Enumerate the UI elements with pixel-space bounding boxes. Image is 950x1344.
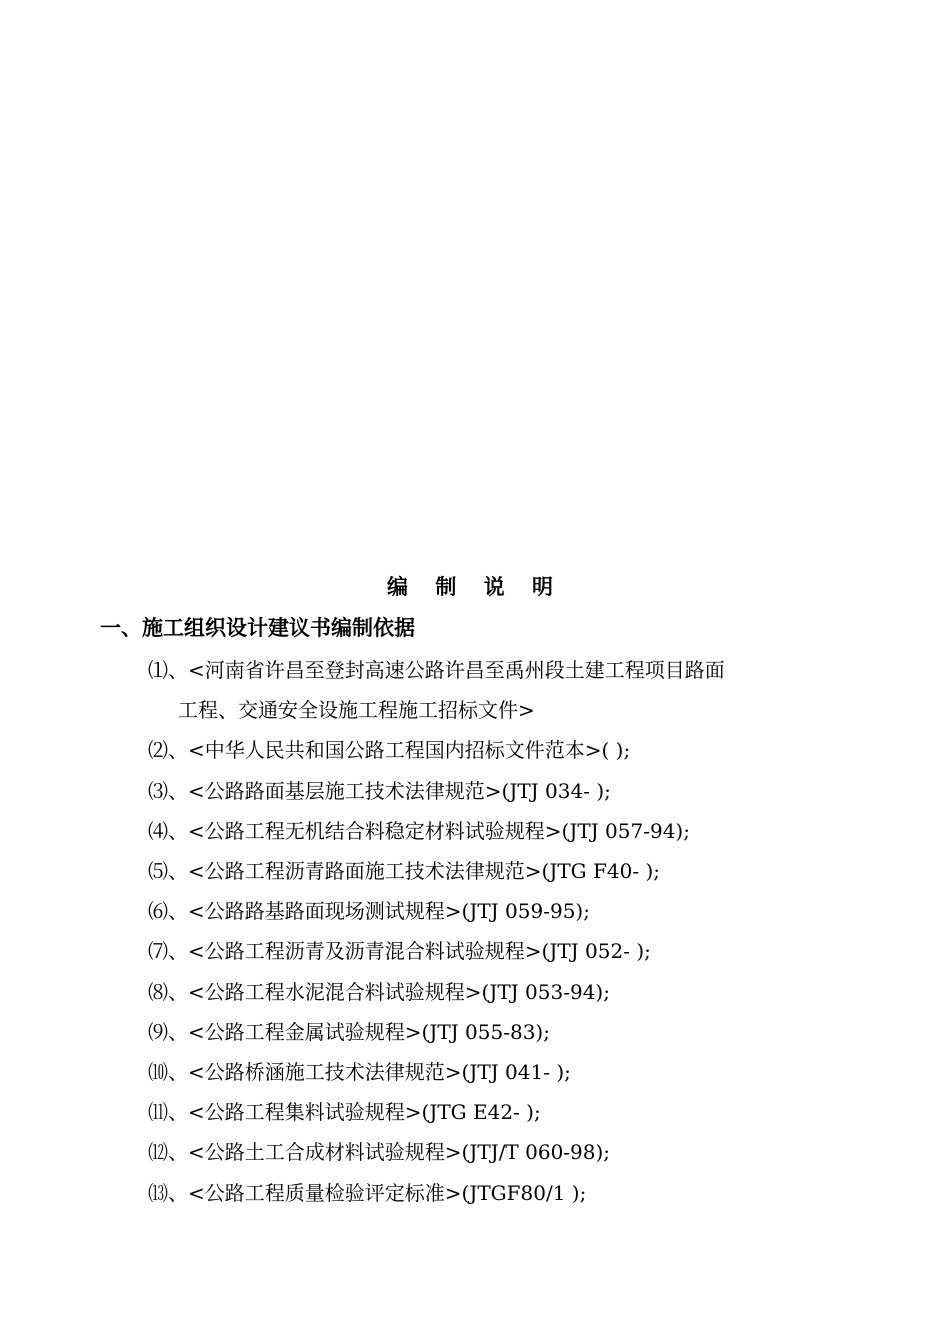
section-heading: 一、施工组织设计建议书编制依据	[100, 616, 415, 640]
list-item	[148, 972, 848, 1012]
list-item-text: ⑻、<公路工程水泥混合料试验规程>(JTJ 053-94);	[148, 979, 610, 1004]
list-item-text: ⑷、<公路工程无机结合料稳定材料试验规程>(JTJ 057-94);	[148, 818, 690, 843]
list-item-text: ⑴、<河南省许昌至登封高速公路许昌至禹州段土建工程项目路面	[148, 658, 725, 682]
list-item	[148, 851, 848, 891]
list-item-text: ⒀、<公路工程质量检验评定标准>(JTGF80/1 );	[148, 1180, 587, 1205]
list-item-text: ⑶、<公路路面基层施工技术法律规范>(JTJ 034- );	[148, 778, 611, 803]
list-item-text: ⑾、<公路工程集料试验规程>(JTG E42- );	[148, 1100, 541, 1125]
list-item-text: ⑹、<公路路基路面现场测试规程>(JTJ 059-95);	[148, 899, 590, 924]
list-item-text: ⑿、<公路土工合成材料试验规程>(JTJ/T 060-98);	[148, 1140, 611, 1165]
list-item-text: ⑼、<公路工程金属试验规程>(JTJ 055-83);	[148, 1019, 550, 1044]
list-item	[148, 1092, 848, 1132]
list-item	[148, 771, 848, 811]
list-item	[148, 891, 848, 931]
list-item-text: ⑵、<中华人民共和国公路工程国内招标文件范本>( );	[148, 738, 631, 763]
list-item	[148, 1052, 848, 1092]
list-item-text: ⑽、<公路桥涵施工技术法律规范>(JTJ 041- );	[148, 1060, 571, 1085]
list-item	[148, 730, 848, 770]
list-item-text: ⑸、<公路工程沥青路面施工技术法律规范>(JTG F40- );	[148, 859, 660, 884]
document-title: 编 制 说 明	[387, 575, 563, 599]
list-item	[148, 811, 848, 851]
list-item	[148, 650, 848, 730]
list-item	[148, 1012, 848, 1052]
list-item-continuation: 工程、交通安全设施工程施工招标文件>	[178, 698, 535, 723]
list-item-text: ⑺、<公路工程沥青及沥青混合料试验规程>(JTJ 052- );	[148, 939, 651, 964]
list-item	[148, 1173, 848, 1213]
list-item	[148, 1132, 848, 1172]
list-item	[148, 931, 848, 971]
reference-list	[148, 650, 848, 1213]
